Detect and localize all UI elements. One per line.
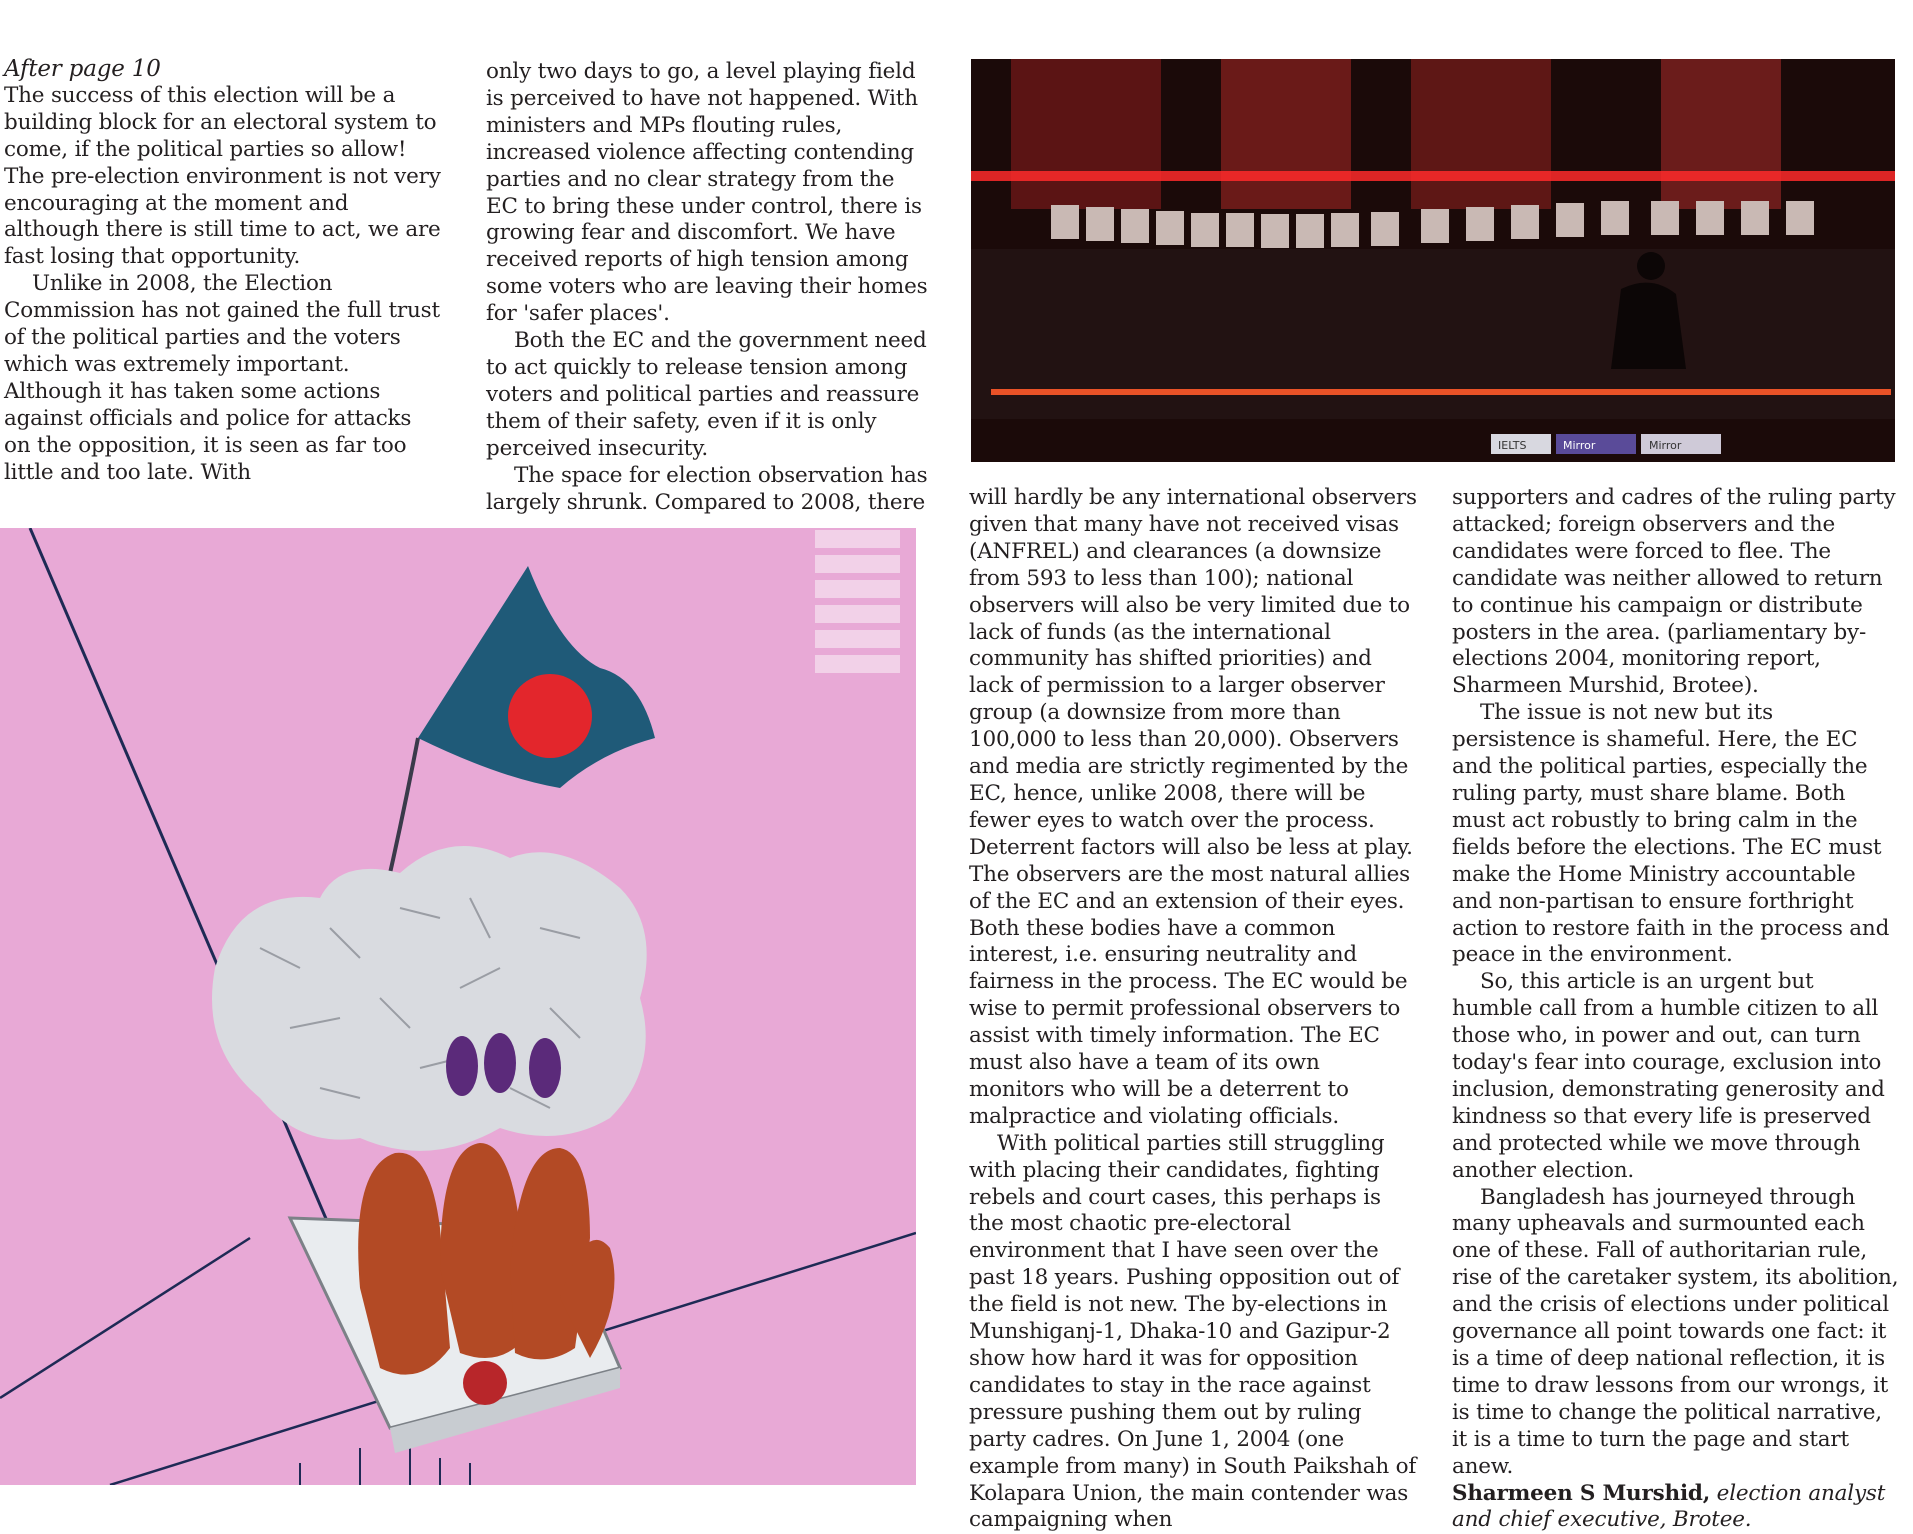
paragraph: The success of this election will be a building block for an electoral system to come, if the political parties so allow! The pre-election environment is not very encouraging at the moment and although there is still time to act, we are fast losing that opportunity. xyxy=(4,82,441,270)
paragraph: The space for election observation has largely shrunk. Compared to 2008, there xyxy=(486,462,928,515)
byline-name: Sharmeen S Murshid, xyxy=(1452,1480,1711,1506)
paragraph: supporters and cadres of the ruling party attacked; foreign observers and the candidates were forced to flee. The candidate was neither allowed to return to continue his campaign or distribute posters in the area. (parliamentary by-elections 2004, monitoring report, Sharmeen Murshid, Brotee). xyxy=(1452,485,1896,699)
night-street-posters-photo xyxy=(971,59,1895,462)
sign-text: Mirror xyxy=(1563,439,1596,452)
paragraph: The issue is not new but its persistence is shameful. Here, the EC and the political parties, especially the ruling party, must share blame. Both must act robustly to bring calm in the fields before the elections. The EC must make the Home Ministry accountable and non-partisan to ensure forthright action to restore faith in the process and peace in the environment. xyxy=(1452,700,1890,968)
byline-role: election analyst and chief executive, Brotee. xyxy=(1452,1480,1886,1533)
sign-text: IELTS xyxy=(1498,439,1527,452)
sign-text: Mirror xyxy=(1649,439,1682,452)
article-column-3 xyxy=(969,485,1417,1534)
paragraph: With political parties still struggling with placing their candidates, fighting rebels and court cases, this perhaps is the most chaotic pre-electoral environment that I have seen over the past 18 years. Pushing opposition out of the field is not new. The by-elections in Munshiganj-1, Dhaka-10 and Gazipur-2 show how hard it was for opposition candidates to stay in the race against pressure pushing them out by ruling party cadres. On June 1, 2004 (one example from many) in South Paikshah of Kolapara Union, the main contender was campaigning when xyxy=(969,1130,1417,1533)
article-column-2 xyxy=(486,59,932,516)
paragraph: only two days to go, a level playing field is perceived to have not happened. With ministers and MPs flouting rules, increased violence affecting contending parties and no clear strategy from the EC to bring these under control, there is growing fear and discomfort. We have received reports of high tension among some voters who are leaving their homes for 'safer places'. xyxy=(486,59,928,327)
kicker: After page 10 xyxy=(4,56,161,82)
byline xyxy=(1452,1481,1900,1534)
paragraph: Unlike in 2008, the Election Commission has not gained the full trust of the political parties and the voters which was extremely important. Although it has taken some actions against officials and police for attacks on the opposition, it is seen as far too little and too late. With xyxy=(4,271,440,485)
paragraph: Both the EC and the government need to act quickly to release tension among voters and political parties and reassure them of their safety, even if it is only perceived insecurity. xyxy=(486,328,927,461)
article-column-4 xyxy=(1452,485,1900,1534)
paragraph: So, this article is an urgent but humble call from a humble citizen to all those who, in power and out, can turn today's fear into courage, exclusion into inclusion, demonstrating generosity and kindness so that every life is preserved and protected while we move through another election. xyxy=(1452,969,1885,1183)
ballot-box-flag-illustration xyxy=(0,528,916,1485)
paragraph: Bangladesh has journeyed through many upheavals and surmounted each one of these. Fall of authoritarian rule, rise of the caretaker system, its abolition, and the crisis of elections under political governance all point towards one fact: it is a time of deep national reflection, it is time to draw lessons from our wrongs, it is time to change the political narrative, it is a time to turn the page and start anew. xyxy=(1452,1184,1899,1479)
article-column-1 xyxy=(4,56,444,487)
paragraph: will hardly be any international observers given that many have not received visas (ANFREL) and clearances (a downsize from 593 to less than 100); national observers will also be very limited due to lack of funds (as the international community has shifted priorities) and lack of permission to a larger observer group (a downsize from more than 100,000 to less than 20,000). Observers and media are strictly regimented by the EC, hence, unlike 2008, there will be fewer eyes to watch over the process. Deterrent factors will also be less at play. The observers are the most natural allies of the EC and an extension of their eyes. Both these bodies have a common interest, i.e. ensuring neutrality and fairness in the process. The EC would be wise to permit professional observers to assist with timely information. The EC must also have a team of its own monitors who will be a deterrent to malpractice and violating officials. xyxy=(969,485,1417,1129)
